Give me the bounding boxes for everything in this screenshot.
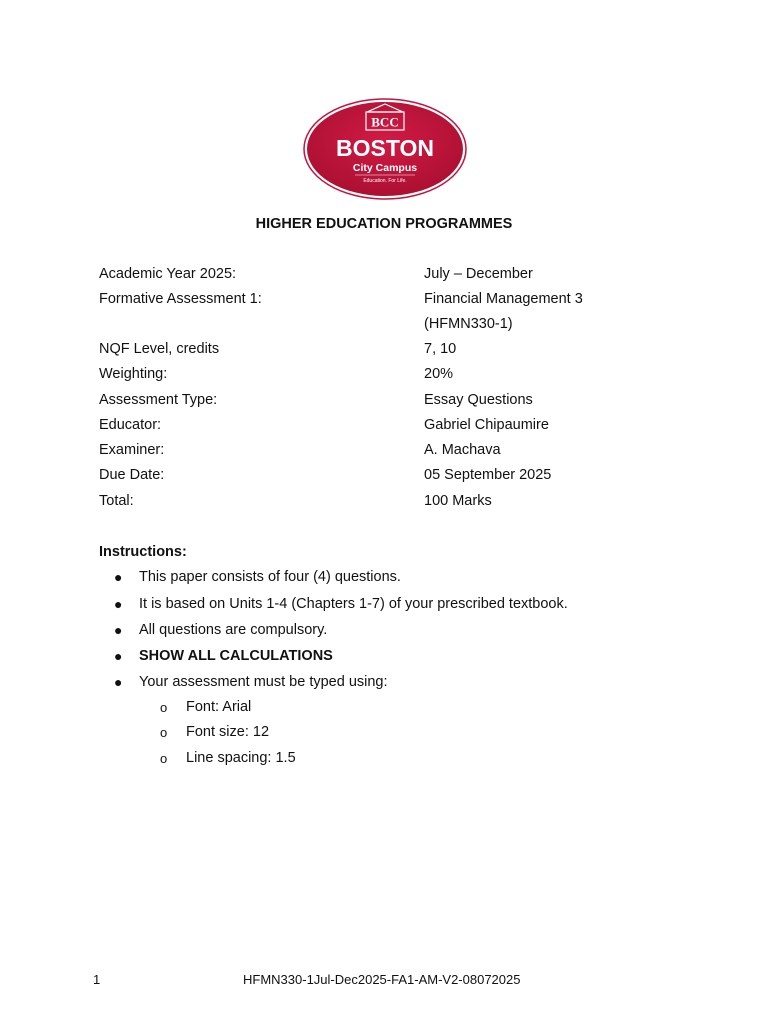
info-label: Examiner: [99, 442, 165, 458]
info-value: Essay Questions [424, 392, 533, 408]
bullet-icon: ● [114, 596, 123, 612]
info-row-due-date [99, 467, 659, 489]
page-title: HIGHER EDUCATION PROGRAMMES [255, 216, 513, 232]
page-number: 1 [93, 972, 101, 987]
instructions-title: Instructions: [99, 544, 187, 560]
info-label: Due Date: [99, 467, 165, 483]
info-row-academic-year [99, 266, 659, 288]
instruction-sub-text: Line spacing: 1.5 [186, 750, 296, 766]
info-value: 05 September 2025 [424, 467, 552, 483]
instruction-sub-text: Font: Arial [186, 699, 252, 715]
info-label: Formative Assessment 1: [99, 291, 262, 307]
bullet-icon: ● [114, 569, 123, 585]
info-label: NQF Level, credits [99, 341, 220, 357]
info-label: Academic Year 2025: [99, 266, 237, 282]
info-label: Assessment Type: [99, 392, 218, 408]
info-row-assessment-type [99, 392, 659, 414]
info-row-examiner [99, 442, 659, 464]
info-value: Gabriel Chipaumire [424, 417, 549, 433]
instruction-text: This paper consists of four (4) questions. [139, 569, 401, 585]
logo-initials: BCC [371, 114, 399, 130]
info-label: Weighting: [99, 366, 168, 382]
document-code: HFMN330-1Jul-Dec2025-FA1-AM-V2-08072025 [243, 972, 521, 987]
info-value: Financial Management 3 [424, 291, 583, 307]
info-value: (HFMN330-1) [424, 316, 513, 332]
sub-bullet-icon: o [160, 700, 168, 715]
sub-bullet-icon: o [160, 725, 168, 740]
info-value: 20% [424, 366, 454, 382]
bullet-icon: ● [114, 648, 123, 664]
info-row-nqf-level [99, 341, 659, 363]
instruction-text: Your assessment must be typed using: [139, 674, 388, 690]
info-row-formative-assessment [99, 291, 659, 313]
boston-city-campus-logo [303, 98, 467, 200]
bullet-icon: ● [114, 622, 123, 638]
info-row-module-code [99, 316, 659, 338]
info-value: July – December [424, 266, 533, 282]
info-value: 7, 10 [424, 341, 457, 357]
sub-bullet-icon: o [160, 751, 168, 766]
logo-name: BOSTON [336, 135, 434, 161]
info-value: 100 Marks [424, 493, 492, 509]
bullet-icon: ● [114, 674, 123, 690]
instruction-text: All questions are compulsory. [139, 622, 328, 638]
instruction-text: It is based on Units 1-4 (Chapters 1-7) of your prescribed textbook. [139, 596, 568, 612]
info-row-educator [99, 417, 659, 439]
info-label: Total: [99, 493, 134, 509]
info-label: Educator: [99, 417, 162, 433]
info-row-total [99, 493, 659, 515]
info-row-weighting [99, 366, 659, 388]
logo-subtitle: City Campus [352, 162, 418, 174]
instruction-sub-text: Font size: 12 [186, 724, 270, 740]
logo-tagline: Education. For Life. [363, 178, 407, 184]
info-value: A. Machava [424, 442, 501, 458]
instruction-text: SHOW ALL CALCULATIONS [139, 648, 333, 664]
